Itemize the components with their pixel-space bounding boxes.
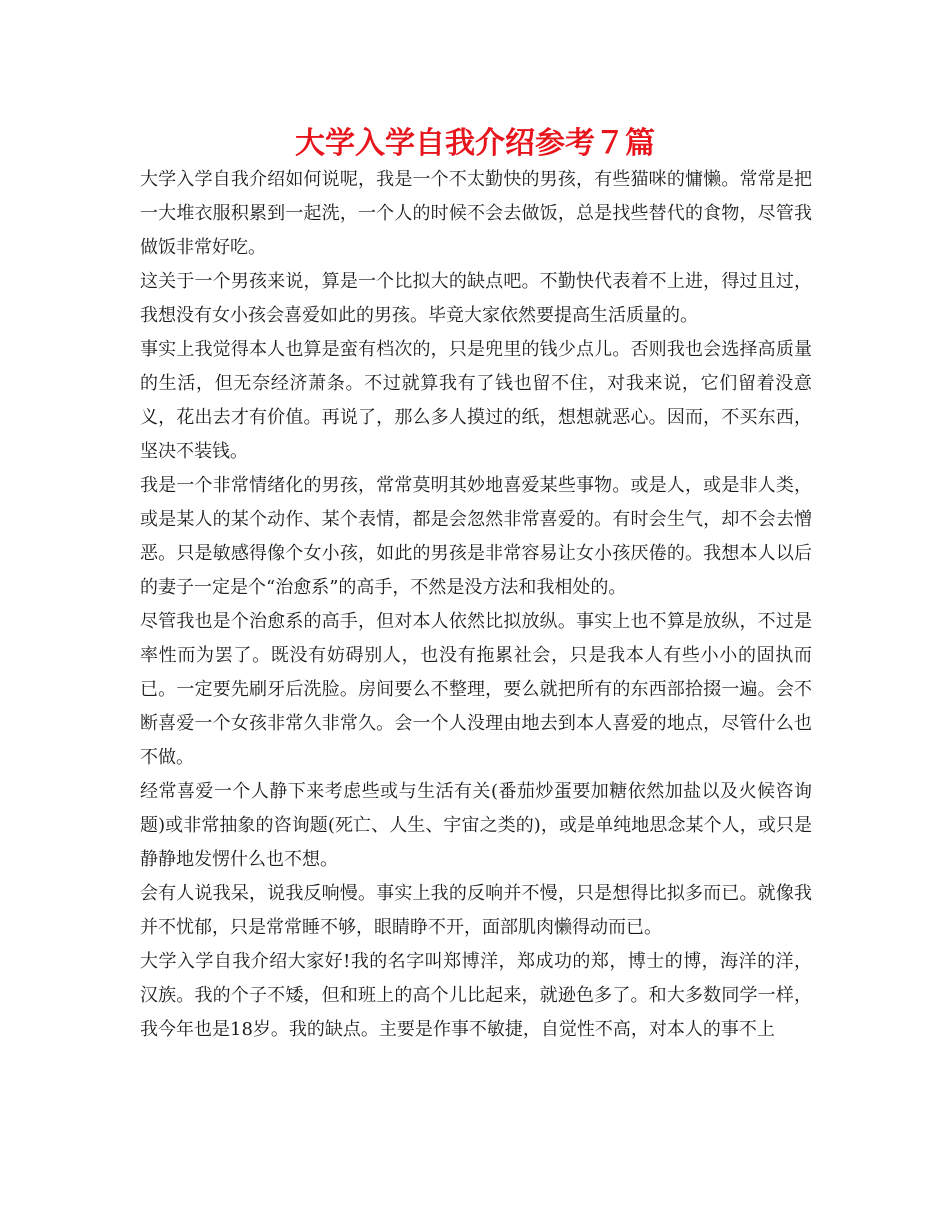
paragraph-8: 大学入学自我介绍大家好!我的名字叫郑博洋，郑成功的郑，博士的博，海洋的洋，汉族。我的个子不矮，但和班上的高个儿比起来，就逊色多了。和大多数同学一样，我今年也是18岁。我的缺点。主要是作事不敏捷，自觉性不高，对本人的事不上 [140, 951, 812, 1040]
paragraph-7: 会有人说我呆，说我反响慢。事实上我的反响并不慢，只是想得比拟多而已。就像我并不忧郁，只是常常睡不够，眼睛睁不开，面部肌肉懒得动而已。 [140, 883, 812, 938]
paragraph-5: 尽管我也是个治愈系的高手，但对本人依然比拟放纵。事实上也不算是放纵，不过是率性而为罢了。既没有妨碍别人，也没有拖累社会，只是我本人有些小小的固执而已。一定要先刷牙后洗脸。房间要么不整理，要么就把所有的东西部拾掇一遍。会不断喜爱一个女孩非常久非常久。会一个人没理由地去到本人喜爱的地点，尽管什么也不做。 [140, 611, 812, 768]
document-title: 大学入学自我介绍参考７篇 [295, 126, 655, 161]
paragraph-4: 我是一个非常情绪化的男孩，常常莫明其妙地喜爱某些事物。或是人，或是非人类，或是某人的某个动作、某个表情，都是会忽然非常喜爱的。有时会生气，却不会去憎恶。只是敏感得像个女小孩，如此的男孩是非常容易让女小孩厌倦的。我想本人以后的妻子一定是个“治愈系”的高手，不然是没方法和我相处的。 [140, 475, 812, 598]
paragraph-6: 经常喜爱一个人静下来考虑些或与生活有关(番茄炒蛋要加糖依然加盐以及火候咨询题)或非常抽象的咨询题(死亡、人生、宇宙之类的)，或是单纯地思念某个人，或只是静静地发愣什么也不想。 [140, 781, 812, 870]
paragraph-3: 事实上我觉得本人也算是蛮有档次的，只是兜里的钱少点儿。否则我也会选择高质量的生活，但无奈经济萧条。不过就算我有了钱也留不住，对我来说，它们留着没意义，花出去才有价值。再说了，那么多人摸过的纸，想想就恶心。因而，不买东西，坚决不装钱。 [140, 339, 812, 462]
paragraph-2: 这关于一个男孩来说，算是一个比拟大的缺点吧。不勤快代表着不上进，得过且过，我想没有女小孩会喜爱如此的男孩。毕竟大家依然要提高生活质量的。 [140, 271, 812, 326]
document-body [140, 163, 812, 1047]
paragraph-1: 大学入学自我介绍如何说呢，我是一个不太勤快的男孩，有些猫咪的慵懒。常常是把一大堆衣服积累到一起洗，一个人的时候不会去做饭，总是找些替代的食物，尽管我做饭非常好吃。 [140, 169, 812, 258]
